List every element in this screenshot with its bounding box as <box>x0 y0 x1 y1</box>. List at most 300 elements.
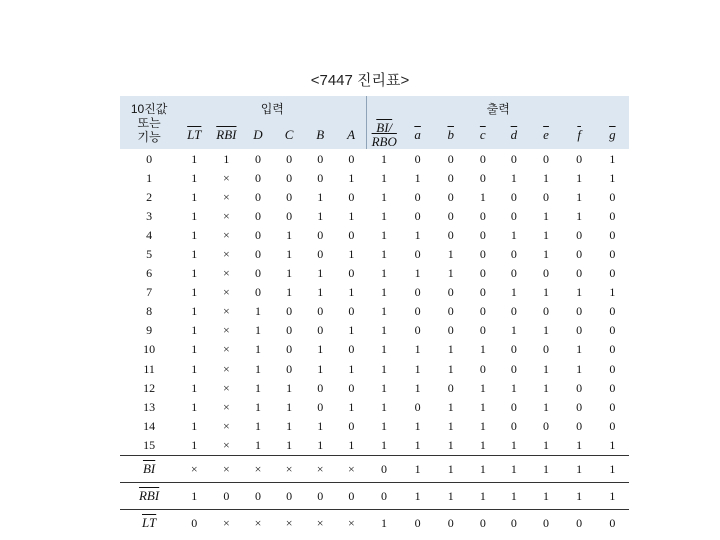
table-cell: 0 <box>210 482 242 509</box>
table-cell: 0 <box>479 361 486 376</box>
table-cell: 1 <box>191 208 198 223</box>
table-cell: 1 <box>367 509 401 536</box>
col-header-lt: $\overline{LT}$ <box>178 121 210 149</box>
table-cell: 1 <box>479 189 486 204</box>
table-cell: 1 <box>414 227 421 242</box>
table-cell: 0 <box>401 509 434 536</box>
table-row <box>120 168 629 187</box>
row-label: 4 <box>146 227 153 242</box>
table-cell: 0 <box>479 151 486 166</box>
table-cell: 1 <box>447 418 454 433</box>
table-row <box>120 378 629 397</box>
table-cell: 1 <box>191 227 198 242</box>
table-cell: 1 <box>510 170 517 185</box>
table-cell: 0 <box>543 266 550 281</box>
table-cell: 0 <box>510 247 517 262</box>
table-cell: 1 <box>479 342 486 357</box>
table-cell: × <box>222 227 230 242</box>
table-cell: × <box>305 509 336 536</box>
table-cell: 1 <box>254 399 261 414</box>
table-cell: 1 <box>380 342 387 357</box>
table-cell: 1 <box>380 151 387 166</box>
table-cell: 0 <box>414 304 421 319</box>
table-cell: 1 <box>434 482 467 509</box>
table-cell: 0 <box>414 208 421 223</box>
table-cell: 0 <box>543 342 550 357</box>
table-cell: 0 <box>576 227 583 242</box>
table-cell: 0 <box>510 266 517 281</box>
table-cell: 0 <box>348 189 355 204</box>
table-cell: × <box>222 342 230 357</box>
table-row-special <box>120 455 629 482</box>
table-cell: 1 <box>254 437 261 452</box>
table-cell: 1 <box>609 285 616 300</box>
table-cell: 0 <box>609 189 616 204</box>
table-cell: 1 <box>563 455 596 482</box>
table-cell: 1 <box>543 380 550 395</box>
table-cell: 0 <box>447 170 454 185</box>
table-cell: 0 <box>609 380 616 395</box>
table-cell: 1 <box>414 437 421 452</box>
col-header-c-out: $\overline{c}$ <box>467 121 498 149</box>
table-cell: × <box>336 509 367 536</box>
table-row-special <box>120 509 629 536</box>
table-cell: 1 <box>447 342 454 357</box>
table-cell: 1 <box>254 361 261 376</box>
table-cell: 1 <box>447 361 454 376</box>
table-cell: 0 <box>286 151 293 166</box>
truth-table <box>120 96 629 536</box>
table-cell: 0 <box>576 266 583 281</box>
table-cell: 1 <box>543 208 550 223</box>
table-cell: 1 <box>498 482 529 509</box>
table-cell: 0 <box>510 304 517 319</box>
table-cell: 0 <box>254 285 261 300</box>
table-cell: 1 <box>286 418 293 433</box>
row-label-header-line: 기능 <box>137 129 161 144</box>
table-cell: 1 <box>467 482 498 509</box>
table-cell: 1 <box>414 342 421 357</box>
table-cell: 1 <box>223 151 230 166</box>
col-header-a-out: $\overline{a}$ <box>401 121 434 149</box>
table-cell: × <box>222 418 230 433</box>
table-cell: 1 <box>380 208 387 223</box>
table-cell: × <box>336 455 367 482</box>
table-cell: 0 <box>305 482 336 509</box>
table-cell: × <box>178 455 210 482</box>
table-cell: 0 <box>317 323 324 338</box>
table-cell: 1 <box>543 323 550 338</box>
table-row <box>120 435 629 455</box>
row-label: 5 <box>146 247 153 262</box>
table-cell: × <box>222 437 230 452</box>
table-cell: 1 <box>543 285 550 300</box>
table-cell: 1 <box>191 170 198 185</box>
table-cell: × <box>222 266 230 281</box>
table-cell: × <box>222 285 230 300</box>
table-row <box>120 149 629 168</box>
table-cell: × <box>222 304 230 319</box>
col-header-f-out: $\overline{f}$ <box>563 121 596 149</box>
table-cell: 1 <box>380 437 387 452</box>
table-cell: 1 <box>348 361 355 376</box>
table-row-special <box>120 482 629 509</box>
table-cell: 1 <box>543 170 550 185</box>
table-cell: 1 <box>254 418 261 433</box>
table-cell: 1 <box>447 399 454 414</box>
table-cell: 1 <box>510 285 517 300</box>
table-cell: 1 <box>348 399 355 414</box>
row-label: 9 <box>146 323 153 338</box>
table-cell: 1 <box>286 399 293 414</box>
table-cell: 1 <box>414 380 421 395</box>
table-cell: 1 <box>543 399 550 414</box>
table-cell: 0 <box>479 170 486 185</box>
table-cell: 1 <box>510 227 517 242</box>
table-cell: 1 <box>380 361 387 376</box>
row-label: $\overline{RBI}$ <box>120 482 178 509</box>
col-header-e-out: $\overline{e}$ <box>529 121 562 149</box>
table-cell: 1 <box>191 342 198 357</box>
table-cell: 0 <box>286 323 293 338</box>
table-cell: 0 <box>414 247 421 262</box>
col-header-d: D <box>242 121 273 149</box>
table-row <box>120 397 629 416</box>
row-label: 13 <box>143 399 156 414</box>
table-cell: 0 <box>479 266 486 281</box>
table-cell: 1 <box>380 285 387 300</box>
table-cell: 1 <box>254 342 261 357</box>
table-cell: 1 <box>286 266 293 281</box>
table-cell: 0 <box>254 189 261 204</box>
table-cell: 1 <box>510 323 517 338</box>
row-label: 11 <box>143 361 155 376</box>
table-cell: 0 <box>317 151 324 166</box>
table-cell: 1 <box>479 418 486 433</box>
row-label: 7 <box>146 285 153 300</box>
row-label: 6 <box>146 266 153 281</box>
table-cell: 0 <box>576 380 583 395</box>
table-cell: 0 <box>317 399 324 414</box>
table-cell: 1 <box>317 285 324 300</box>
table-cell: 1 <box>380 304 387 319</box>
header-column-row <box>120 121 629 149</box>
table-row <box>120 283 629 302</box>
table-cell: 1 <box>380 266 387 281</box>
col-header-g-out: $\overline{g}$ <box>596 121 629 149</box>
table-cell: × <box>222 361 230 376</box>
table-cell: 1 <box>191 323 198 338</box>
table-cell: 0 <box>286 342 293 357</box>
table-row <box>120 416 629 435</box>
table-row <box>120 359 629 378</box>
row-label: 8 <box>146 304 153 319</box>
table-cell: 1 <box>380 418 387 433</box>
row-label-header <box>120 96 178 149</box>
table-cell: 0 <box>479 208 486 223</box>
table-cell: 0 <box>510 399 517 414</box>
table-cell: 0 <box>609 361 616 376</box>
table-cell: 1 <box>447 437 454 452</box>
table-cell: 1 <box>510 380 517 395</box>
table-cell: 0 <box>576 418 583 433</box>
table-cell: 0 <box>414 323 421 338</box>
table-cell: 0 <box>510 189 517 204</box>
table-cell: 1 <box>414 361 421 376</box>
row-label: 10 <box>143 342 156 357</box>
header-group-row <box>120 96 629 121</box>
table-cell: 0 <box>286 189 293 204</box>
table-cell: 1 <box>609 151 616 166</box>
table-cell: × <box>222 247 230 262</box>
table-cell: 1 <box>191 189 198 204</box>
table-cell: 0 <box>447 323 454 338</box>
table-cell: 0 <box>348 266 355 281</box>
table-cell: 0 <box>447 208 454 223</box>
table-cell: 1 <box>434 455 467 482</box>
table-cell: 0 <box>479 285 486 300</box>
table-cell: 1 <box>348 437 355 452</box>
table-cell: 0 <box>543 418 550 433</box>
table-cell: 1 <box>510 437 517 452</box>
table-cell: 0 <box>414 151 421 166</box>
row-label-header-line: 또는 <box>137 115 161 130</box>
table-cell: 0 <box>479 323 486 338</box>
table-row <box>120 187 629 206</box>
table-cell: 0 <box>336 482 367 509</box>
table-cell: 1 <box>317 418 324 433</box>
table-cell: 0 <box>543 189 550 204</box>
table-cell: × <box>274 455 305 482</box>
row-label: 14 <box>143 418 156 433</box>
table-cell: 1 <box>609 437 616 452</box>
table-cell: 1 <box>498 455 529 482</box>
table-cell: 1 <box>380 323 387 338</box>
col-header-c: C <box>274 121 305 149</box>
table-cell: × <box>305 455 336 482</box>
table-cell: 1 <box>563 482 596 509</box>
table-cell: 0 <box>609 266 616 281</box>
table-cell: 0 <box>254 247 261 262</box>
table-cell: 1 <box>576 189 583 204</box>
table-cell: 1 <box>447 266 454 281</box>
table-cell: 0 <box>317 247 324 262</box>
table-cell: 0 <box>317 380 324 395</box>
table-cell: 1 <box>596 455 629 482</box>
table-cell: 0 <box>447 380 454 395</box>
table-row <box>120 264 629 283</box>
table-cell: 0 <box>479 304 486 319</box>
table-cell: 0 <box>242 482 273 509</box>
table-cell: × <box>222 380 230 395</box>
table-cell: 0 <box>609 342 616 357</box>
table-cell: 1 <box>609 170 616 185</box>
table-cell: 1 <box>576 208 583 223</box>
row-label: 15 <box>143 437 156 452</box>
table-cell: 1 <box>178 482 210 509</box>
table-cell: 0 <box>543 304 550 319</box>
table-row <box>120 244 629 263</box>
table-cell: 0 <box>348 342 355 357</box>
table-cell: 1 <box>576 361 583 376</box>
table-cell: 0 <box>609 399 616 414</box>
col-header-bi: BI/ <box>376 120 393 135</box>
table-cell: 1 <box>543 437 550 452</box>
table-cell: 0 <box>596 509 629 536</box>
table-cell: 0 <box>254 151 261 166</box>
table-cell: × <box>242 509 273 536</box>
table-cell: 0 <box>479 247 486 262</box>
table-row <box>120 340 629 359</box>
table-cell: 1 <box>317 189 324 204</box>
table-cell: 0 <box>367 455 401 482</box>
table-cell: 1 <box>191 266 198 281</box>
table-row <box>120 302 629 321</box>
table-cell: 0 <box>286 170 293 185</box>
col-header-rbi: $\overline{RBI}$ <box>210 121 242 149</box>
table-cell: × <box>222 323 230 338</box>
table-cell: 0 <box>178 509 210 536</box>
table-cell: 0 <box>254 208 261 223</box>
table-cell: 0 <box>609 418 616 433</box>
table-cell: 1 <box>380 399 387 414</box>
table-cell: 1 <box>348 247 355 262</box>
table-cell: 0 <box>498 509 529 536</box>
row-label: 3 <box>146 208 153 223</box>
table-cell: 0 <box>348 418 355 433</box>
table-cell: 0 <box>274 482 305 509</box>
table-cell: 1 <box>543 227 550 242</box>
table-cell: 0 <box>254 266 261 281</box>
table-cell: 0 <box>576 151 583 166</box>
table-cell: 0 <box>563 509 596 536</box>
table-cell: 1 <box>317 437 324 452</box>
table-cell: × <box>222 208 230 223</box>
table-cell: 0 <box>510 361 517 376</box>
table-cell: 1 <box>467 455 498 482</box>
table-cell: 1 <box>317 361 324 376</box>
col-header-b-out: $\overline{b}$ <box>434 121 467 149</box>
table-cell: 1 <box>380 247 387 262</box>
table-cell: × <box>222 399 230 414</box>
table-row <box>120 206 629 225</box>
table-cell: × <box>242 455 273 482</box>
col-header-d-out: $\overline{d}$ <box>498 121 529 149</box>
table-cell: 0 <box>479 227 486 242</box>
table-cell: 0 <box>609 247 616 262</box>
table-cell: × <box>222 189 230 204</box>
table-cell: 1 <box>479 399 486 414</box>
table-cell: 1 <box>348 208 355 223</box>
row-label: 12 <box>143 380 156 395</box>
col-header-a: A <box>336 121 367 149</box>
table-cell: 0 <box>609 227 616 242</box>
table-cell: × <box>210 509 242 536</box>
table-cell: 1 <box>286 247 293 262</box>
table-cell: 0 <box>348 227 355 242</box>
table-cell: 1 <box>401 455 434 482</box>
table-cell: 1 <box>191 380 198 395</box>
table-cell: 1 <box>254 380 261 395</box>
table-cell: 1 <box>191 247 198 262</box>
table-cell: 1 <box>191 418 198 433</box>
table-cell: 0 <box>609 208 616 223</box>
table-cell: 1 <box>317 208 324 223</box>
table-cell: 1 <box>529 455 562 482</box>
output-group-header: 출력 <box>367 96 629 121</box>
table-cell: 1 <box>543 247 550 262</box>
table-cell: 0 <box>414 285 421 300</box>
table-cell: 1 <box>479 437 486 452</box>
table-cell: 1 <box>543 361 550 376</box>
table-cell: 1 <box>191 304 198 319</box>
table-cell: 0 <box>348 151 355 166</box>
table-cell: 1 <box>348 170 355 185</box>
table-row <box>120 225 629 244</box>
table-cell: 1 <box>576 170 583 185</box>
table-row <box>120 321 629 340</box>
input-group-header: 입력 <box>178 96 367 121</box>
table-cell: 1 <box>479 380 486 395</box>
table-cell: 0 <box>434 509 467 536</box>
table-cell: × <box>210 455 242 482</box>
table-cell: 1 <box>576 437 583 452</box>
table-cell: 1 <box>380 380 387 395</box>
col-header-b: B <box>305 121 336 149</box>
table-cell: 0 <box>348 304 355 319</box>
table-cell: 1 <box>191 151 198 166</box>
table-cell: 1 <box>348 285 355 300</box>
table-cell: 1 <box>596 482 629 509</box>
table-cell: 0 <box>414 399 421 414</box>
table-cell: 0 <box>576 304 583 319</box>
table-cell: 0 <box>317 227 324 242</box>
table-cell: 1 <box>380 189 387 204</box>
table-cell: 0 <box>367 482 401 509</box>
row-label: 2 <box>146 189 153 204</box>
table-cell: 0 <box>286 208 293 223</box>
table-cell: 0 <box>510 151 517 166</box>
table-cell: 1 <box>254 304 261 319</box>
table-cell: 1 <box>286 380 293 395</box>
row-label: $\overline{LT}$ <box>120 509 178 536</box>
table-cell: × <box>222 170 230 185</box>
table-cell: 1 <box>191 361 198 376</box>
table-cell: 0 <box>447 304 454 319</box>
table-cell: 1 <box>380 227 387 242</box>
row-label: $\overline{BI}$ <box>120 455 178 482</box>
table-cell: 0 <box>317 304 324 319</box>
table-cell: 1 <box>286 437 293 452</box>
row-label-header-line: 10진값 <box>130 101 168 116</box>
table-cell: × <box>274 509 305 536</box>
table-cell: 0 <box>254 227 261 242</box>
row-label: 0 <box>146 151 153 166</box>
table-cell: 0 <box>510 342 517 357</box>
table-cell: 0 <box>286 304 293 319</box>
table-cell: 1 <box>317 266 324 281</box>
table-cell: 0 <box>510 208 517 223</box>
table-cell: 0 <box>576 323 583 338</box>
col-header-bi-rbo <box>367 121 401 149</box>
table-cell: 0 <box>609 323 616 338</box>
table-cell: 1 <box>348 323 355 338</box>
table-cell: 0 <box>467 509 498 536</box>
table-cell: 0 <box>447 151 454 166</box>
table-cell: 0 <box>286 361 293 376</box>
table-cell: 1 <box>286 227 293 242</box>
table-cell: 1 <box>254 323 261 338</box>
